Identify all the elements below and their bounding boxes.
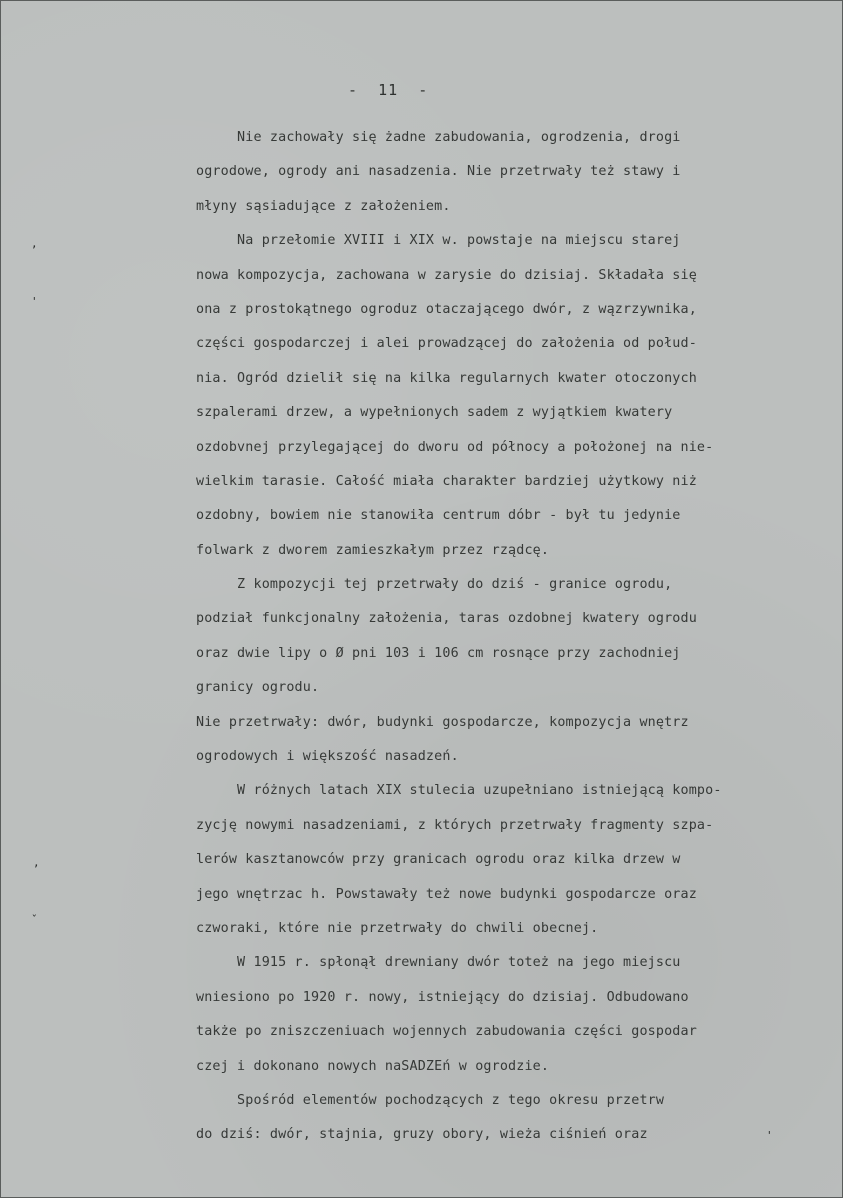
text-line: Spośród elementów pochodzących z tego okresu przetrw bbox=[196, 1092, 665, 1108]
text-line: Z kompozycji tej przetrwały do dziś - granice ogrodu, bbox=[196, 577, 673, 593]
text-line: wniesiono po 1920 r. nowy, istniejący do dzisiaj. Odbudowano bbox=[196, 989, 689, 1005]
text-line: wielkim tarasie. Całość miała charakter bardziej użytkowy niż bbox=[196, 473, 697, 489]
text-line: oraz dwie lipy o Ø pni 103 i 106 cm rosnące przy zachodniej bbox=[196, 645, 681, 661]
text-line: W 1915 r. spłonął drewniany dwór toteż na jego miejscu bbox=[196, 955, 681, 971]
page-number: - 11 - bbox=[348, 81, 429, 99]
text-line: folwark z dworem zamieszkałym przez rządcę. bbox=[196, 542, 550, 558]
text-line: zycję nowymi nasadzeniami, z których przetrwały fragmenty szpa- bbox=[196, 817, 714, 833]
margin-mark: , bbox=[31, 237, 38, 250]
text-line: młyny sąsiadujące z założeniem. bbox=[196, 198, 451, 214]
text-line: ozdobny, bowiem nie stanowiła centrum dóbr - był tu jedynie bbox=[196, 508, 681, 524]
text-line: części gospodarczej i alei prowadzącej do założenia od połud- bbox=[196, 336, 697, 352]
text-line: Na przełomie XVIII i XIX w. powstaje na miejscu starej bbox=[196, 233, 681, 249]
body-text bbox=[196, 121, 836, 1153]
margin-mark: ˇ bbox=[31, 913, 38, 926]
margin-mark: ' bbox=[766, 1129, 773, 1142]
text-line: czworaki, które nie przetrwały do chwili obecnej. bbox=[196, 920, 599, 936]
text-line: jego wnętrzac h. Powstawały też nowe budynki gospodarcze oraz bbox=[196, 886, 697, 902]
text-line: granicy ogrodu. bbox=[196, 680, 320, 696]
text-line: nia. Ogród dzielił się na kilka regularnych kwater otoczonych bbox=[196, 370, 697, 386]
text-line: czej i dokonano nowych naSADZEń w ogrodzie. bbox=[196, 1058, 550, 1074]
text-line: W różnych latach XIX stulecia uzupełniano istniejącą kompo- bbox=[196, 783, 722, 799]
margin-mark: ' bbox=[31, 295, 38, 308]
margin-mark: , bbox=[33, 856, 40, 869]
text-line: Nie przetrwały: dwór, budynki gospodarcze, kompozycja wnętrz bbox=[196, 714, 689, 730]
text-line: ona z prostokątnego ogroduz otaczającego dwór, z wązrzywnika, bbox=[196, 301, 697, 317]
text-line: także po zniszczeniuach wojennych zabudowania części gospodar bbox=[196, 1024, 697, 1040]
text-line: podział funkcjonalny założenia, taras ozdobnej kwatery ogrodu bbox=[196, 611, 697, 627]
text-line: ogrodowe, ogrody ani nasadzenia. Nie przetrwały też stawy i bbox=[196, 164, 681, 180]
text-line: nowa kompozycja, zachowana w zarysie do dzisiaj. Składała się bbox=[196, 267, 697, 283]
text-line: lerów kasztanowców przy granicach ogrodu oraz kilka drzew w bbox=[196, 852, 681, 868]
text-line: szpalerami drzew, a wypełnionych sadem z wyjątkiem kwatery bbox=[196, 405, 673, 421]
text-line: ozdobvnej przylegającej do dworu od północy a położonej na nie- bbox=[196, 439, 714, 455]
text-line: Nie zachowały się żadne zabudowania, ogrodzenia, drogi bbox=[196, 130, 681, 145]
text-line: do dziś: dwór, stajnia, gruzy obory, wieża ciśnień oraz bbox=[196, 1127, 648, 1143]
text-line: ogrodowych i większość nasadzeń. bbox=[196, 749, 459, 765]
